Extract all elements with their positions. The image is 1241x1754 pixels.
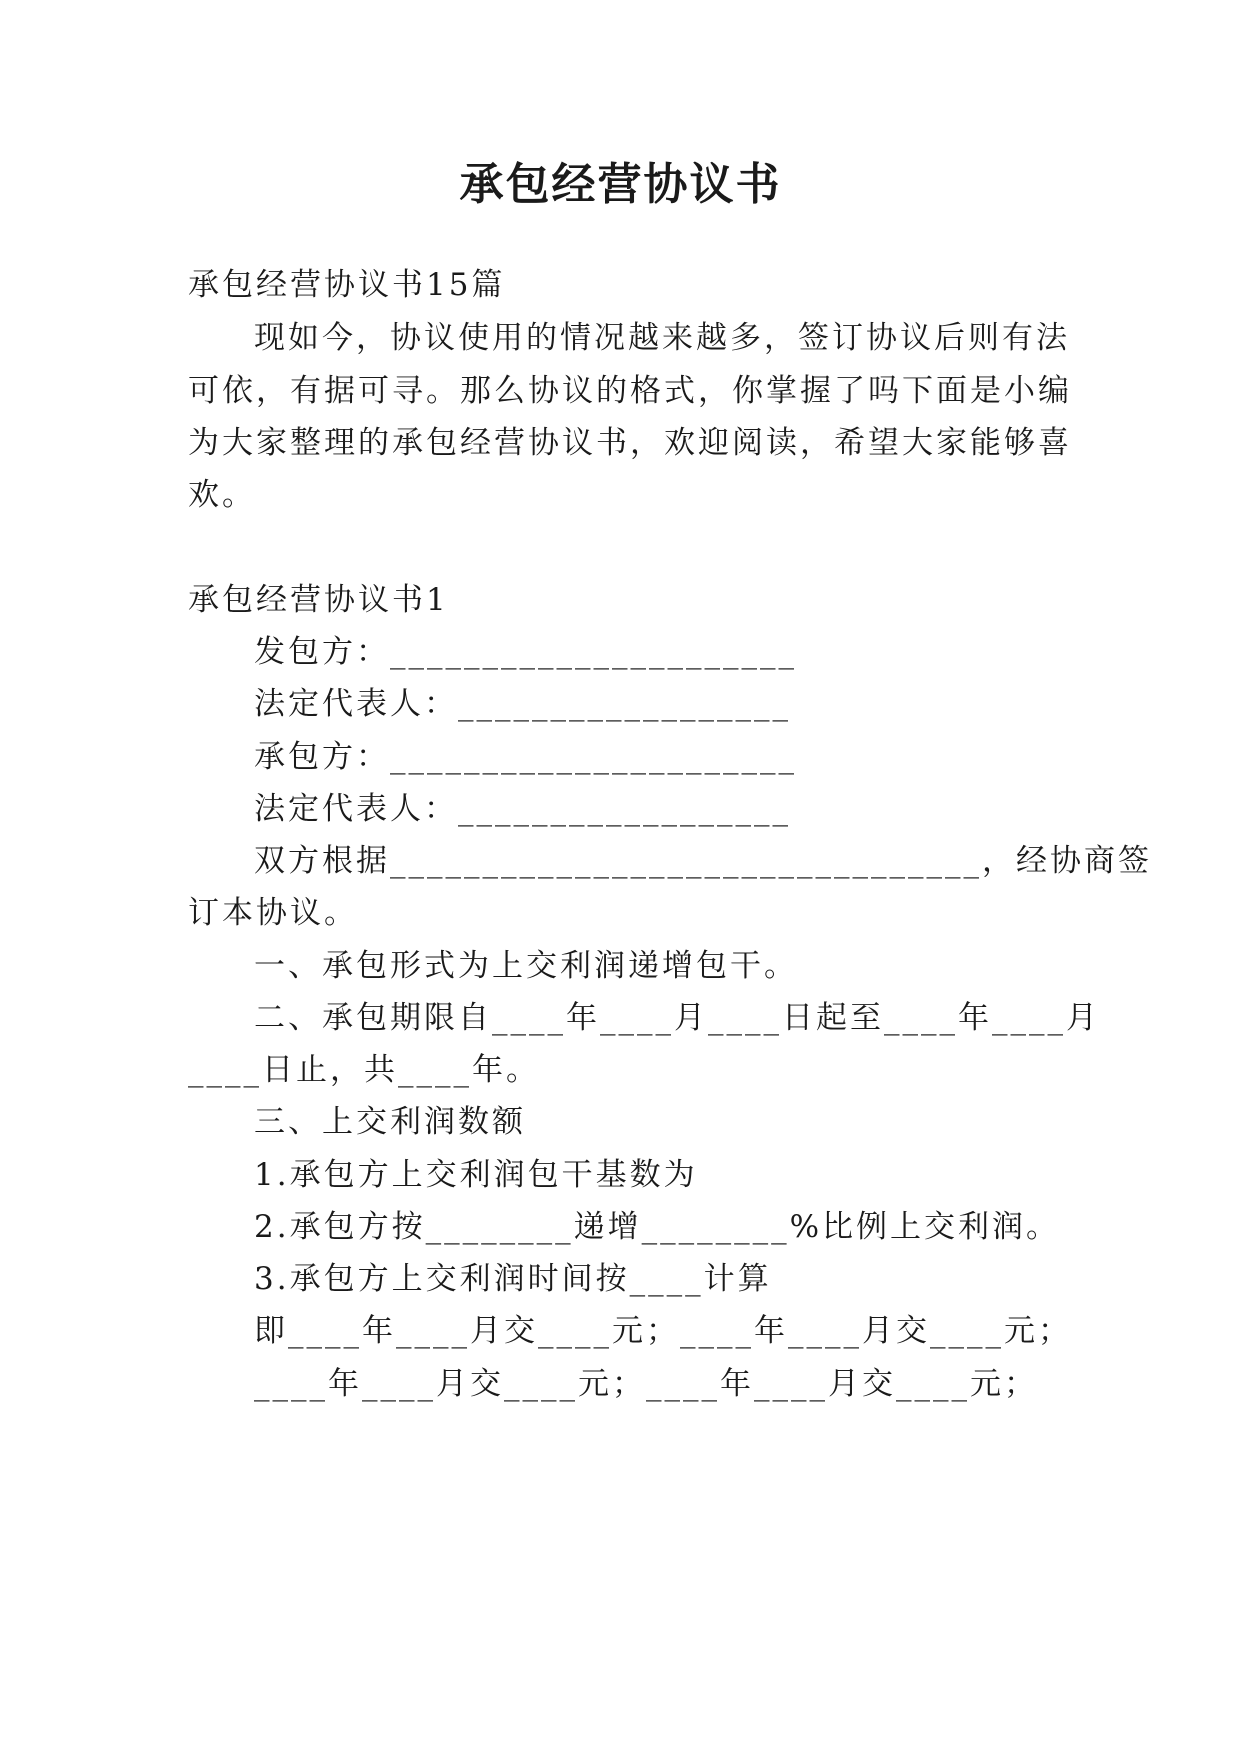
basis-line-2: 订本协议。 [188, 895, 358, 931]
contractor-rep-line: 法定代表人：__________________ [254, 791, 791, 827]
issuer-rep-line: 法定代表人：__________________ [254, 686, 791, 722]
section-heading: 承包经营协议书1 [188, 582, 449, 618]
basis-line-1: 双方根据________________________________，经协商签 [254, 843, 1152, 879]
clause-3-schedule-2: ____年____月交____元；____年____月交____元； [254, 1366, 1038, 1402]
issuer-line: 发包方：______________________ [254, 634, 797, 670]
clause-2-line-1: 二、承包期限自____年____月____日起至____年____月 [254, 1000, 1100, 1036]
intro-line-2: 可依，有据可寻。那么协议的格式，你掌握了吗下面是小编 [188, 373, 1072, 409]
clause-3-item-1: 1.承包方上交利润包干基数为 [254, 1157, 698, 1193]
clause-3-item-2: 2.承包方按________递增________%比例上交利润。 [254, 1209, 1061, 1245]
intro-line-1: 现如今，协议使用的情况越来越多，签订协议后则有法 [254, 320, 1070, 356]
intro-line-3: 为大家整理的承包经营协议书，欢迎阅读，希望大家能够喜 [188, 425, 1072, 461]
subtitle: 承包经营协议书15篇 [188, 267, 506, 303]
document-title: 承包经营协议书 [459, 159, 782, 210]
clause-1: 一、承包形式为上交利润递增包干。 [254, 948, 798, 984]
clause-3-item-3: 3.承包方上交利润时间按____计算 [254, 1261, 772, 1297]
clause-3-schedule-1: 即____年____月交____元；____年____月交____元； [254, 1313, 1072, 1349]
intro-line-4: 欢。 [188, 477, 256, 513]
contractor-line: 承包方：______________________ [254, 739, 797, 775]
clause-3-heading: 三、上交利润数额 [254, 1104, 526, 1140]
clause-2-line-2: ____日止，共____年。 [188, 1052, 540, 1088]
